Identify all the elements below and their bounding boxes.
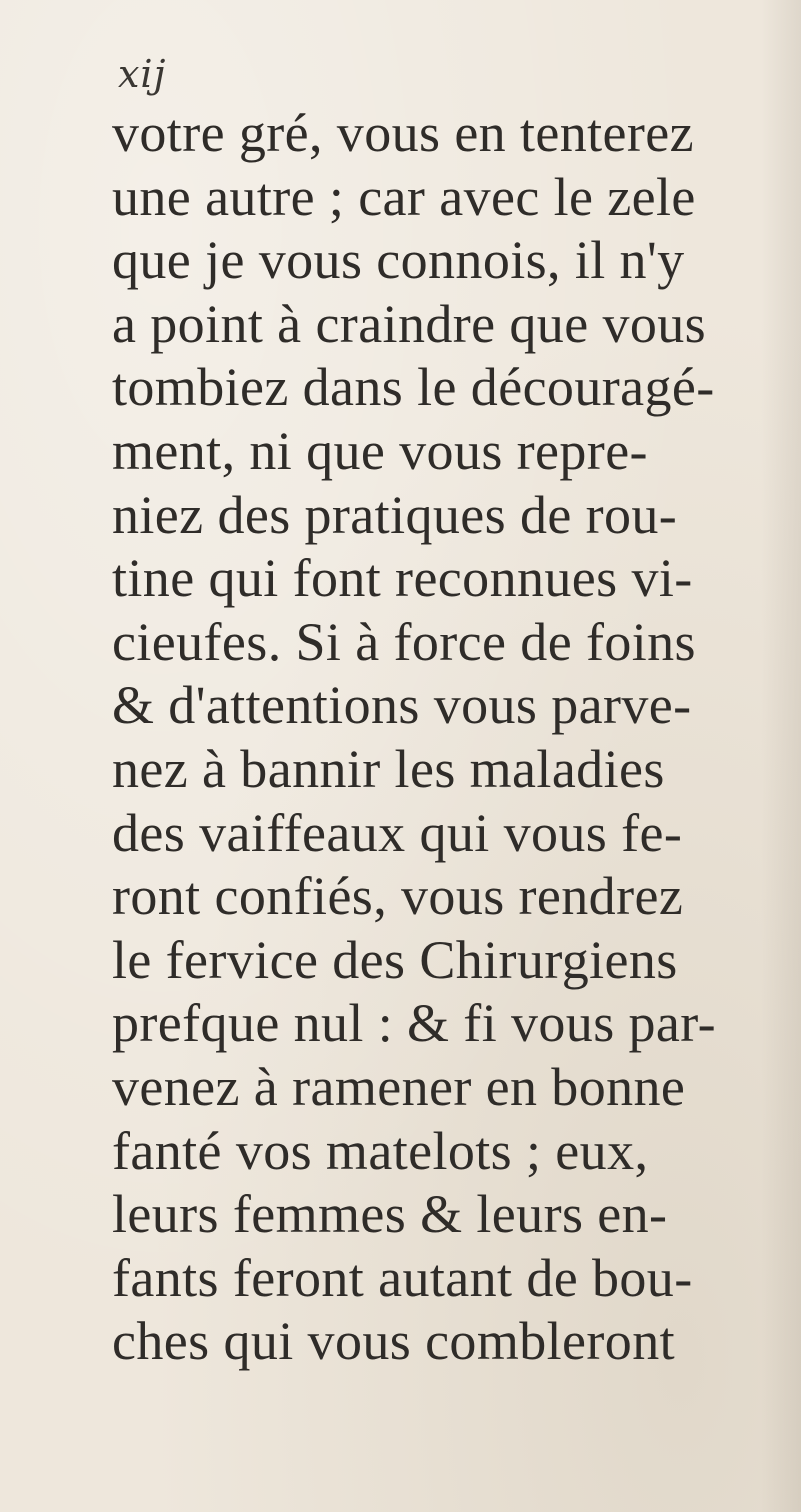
text-line: & d'attentions vous parve- bbox=[112, 675, 692, 736]
text-line: leurs femmes & leurs en- bbox=[112, 1184, 668, 1245]
text-line: tombiez dans le découragé- bbox=[112, 357, 715, 418]
text-line: ment, ni que vous repre- bbox=[112, 420, 648, 481]
text-line: venez à ramener en bonne bbox=[112, 1056, 686, 1117]
text-line: nez à bannir les maladies bbox=[112, 738, 665, 799]
text-line: une autre ; car avec le zele bbox=[112, 166, 696, 227]
text-line: votre gré, vous en tenterez bbox=[112, 103, 695, 163]
text-line: prefque nul : & fi vous par- bbox=[112, 993, 716, 1054]
text-line: des vaiffeaux qui vous fe- bbox=[112, 802, 683, 863]
text-line: fants feront autant de bou- bbox=[112, 1247, 693, 1308]
signature-mark: xij bbox=[118, 52, 167, 96]
text-line: fanté vos matelots ; eux, bbox=[112, 1120, 649, 1181]
body-text bbox=[112, 102, 792, 1374]
text-line: cieufes. Si à force de foins bbox=[112, 611, 696, 672]
text-line: a point à craindre que vous bbox=[112, 293, 707, 354]
text-line: que je vous connois, il n'y bbox=[112, 230, 685, 291]
text-line: tine qui font reconnues vi- bbox=[112, 548, 693, 609]
text-line: niez des pratiques de rou- bbox=[112, 484, 678, 545]
text-line: le fervice des Chirurgiens bbox=[112, 929, 678, 990]
text-line: ront confiés, vous rendrez bbox=[112, 866, 684, 927]
text-line: ches qui vous combleront bbox=[112, 1311, 675, 1372]
